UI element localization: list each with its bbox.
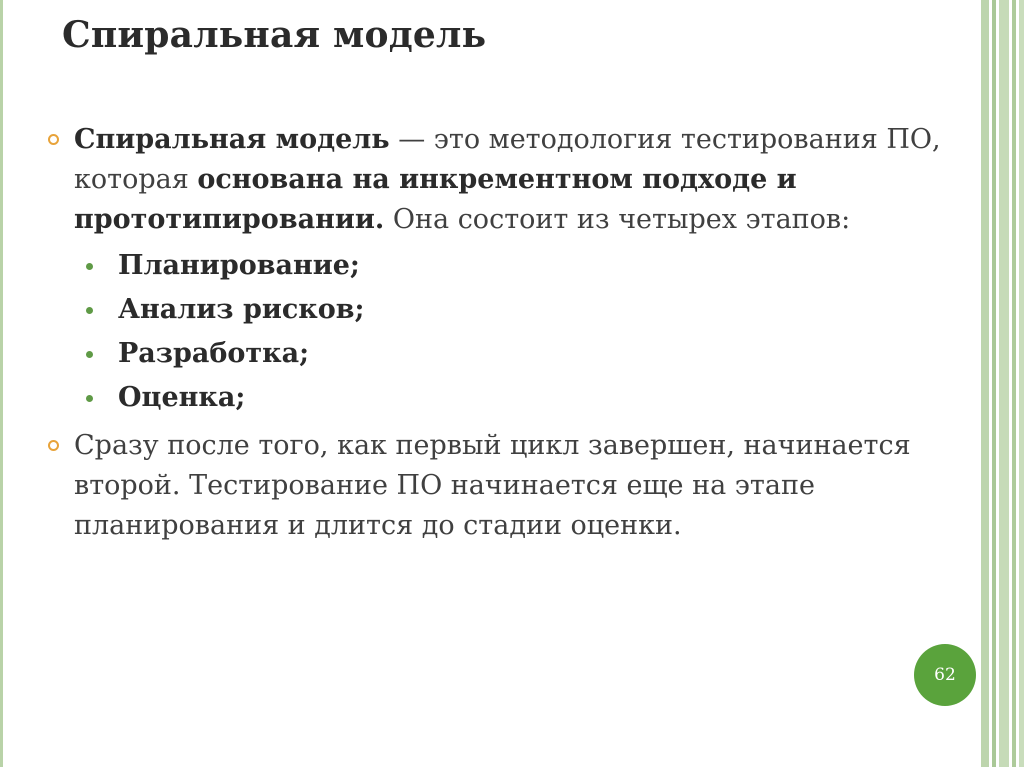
definition-text: — это методология тестирования ПО, которая	[74, 124, 941, 195]
list-item	[84, 332, 958, 376]
stage-label: Планирование;	[118, 250, 360, 281]
slide-content	[48, 120, 958, 546]
dot-bullet-icon	[86, 263, 93, 270]
stage-label: Разработка;	[118, 338, 310, 369]
left-frame-line	[0, 0, 3, 767]
right-frame-stripe	[992, 0, 996, 767]
stage-label: Оценка;	[118, 382, 246, 413]
dot-bullet-icon	[86, 307, 93, 314]
bullet-definition	[48, 120, 958, 420]
cycle-text: Сразу после того, как первый цикл завершен, начинается второй. Тестирование ПО начинается еще на этапе планирования и длится до стадии оценки.	[74, 430, 911, 541]
right-frame-stripe	[999, 0, 1009, 767]
ring-bullet-icon	[48, 134, 59, 145]
stage-label: Анализ рисков;	[118, 294, 365, 325]
right-frame-stripe	[1019, 0, 1024, 767]
list-item	[84, 376, 958, 420]
ring-bullet-icon	[48, 440, 59, 451]
list-item	[84, 244, 958, 288]
right-frame-stripe	[1012, 0, 1016, 767]
term-text: Спиральная модель	[74, 124, 390, 155]
emphasis-text: основана на инкрементном подходе и прототипировании.	[74, 164, 797, 235]
dot-bullet-icon	[86, 351, 93, 358]
slide-title: Спиральная модель	[62, 14, 487, 56]
list-item	[84, 288, 958, 332]
right-frame-stripe	[981, 0, 989, 767]
stages-intro-text: Она состоит из четырех этапов:	[384, 204, 851, 235]
dot-bullet-icon	[86, 395, 93, 402]
bullet-cycle	[48, 426, 958, 546]
page-number-badge: 62	[914, 644, 976, 706]
stages-list	[74, 244, 958, 420]
